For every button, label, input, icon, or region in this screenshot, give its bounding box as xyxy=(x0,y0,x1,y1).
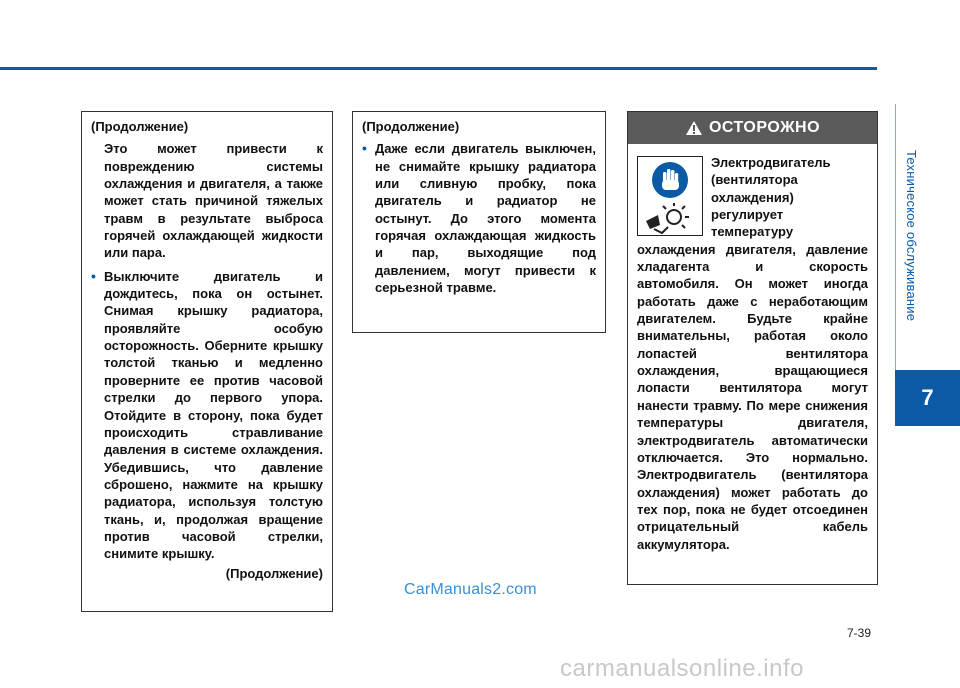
intro-paragraph: Это может привести к повреждению системы охлаждения и двигателя, а также может стать причиной тяжелых травм в результате выброса горячей охлаждающей жидкости или пара. xyxy=(104,141,323,261)
continued-label: (Продолжение) xyxy=(362,119,460,134)
warning-text: Электродвигатель (вентилятора охлаждения) регулирует температуру охлаждения двигателя, давление хладагента и скорость автомобиля. Он может иногда работать даже с неработающим двигателем. Будьте крайне внимательны, работая около лопастей вентилятора охлаждения, вращающиеся лопасти вентилятора могут нанести травму. По мере снижения температуры двигателя, электродвигатель автоматически отключается. Это нормально. Электродвигатель (вентилятора охлаждения) может работать до тех пор, пока не будет отсоединен отрицательный кабель аккумулятора. xyxy=(637,155,868,552)
warning-title: ОСТОРОЖНО xyxy=(708,119,821,136)
warning-box xyxy=(627,111,878,585)
page-number: 7-39 xyxy=(847,626,872,640)
side-rule xyxy=(895,104,896,374)
bullet-item xyxy=(362,140,596,296)
bullet-item xyxy=(91,268,323,563)
watermark-carmanuals2[interactable]: CarManuals2.com xyxy=(404,581,537,598)
continued-end-label: (Продолжение) xyxy=(225,565,323,581)
bullet-icon: • xyxy=(91,267,96,284)
header-rule xyxy=(0,67,877,70)
bullet-text: Даже если двигатель выключен, не снимайте крышку радиатора или сливную пробку, пока двигатель и радиатор не остынут. До этого момента горячая охлаждающая жидкость и пар, выходящие под давлением, могут привести к серьезной травме. xyxy=(375,141,596,296)
chapter-tab[interactable]: 7 xyxy=(895,370,960,426)
hand-stop-icon xyxy=(650,160,690,200)
bullet-text: Выключите двигатель и дождитесь, пока он остынет. Снимая крышку радиатора, проявляйте особую осторожность. Оберните крышку толстой тканью и медленно проверните ее против часовой стрелки до первого упора. Отойдите в сторону, пока будет происходить стравливание давления в системе охлаждения. Убедившись, что давление сброшено, нажмите на крышку радиатора, используя толстую ткань, и, продолжая вращение против часовой стрелки, снимите крышку. xyxy=(104,268,323,562)
bullet-icon: • xyxy=(362,140,367,157)
watermark-carmanualsonline: carmanualsonline.info xyxy=(560,655,804,682)
section-title: Техническое обслуживание xyxy=(904,150,919,322)
continued-warning-box-1 xyxy=(81,111,333,612)
warning-triangle-icon xyxy=(685,120,703,136)
warning-header xyxy=(628,112,877,144)
continued-warning-box-2 xyxy=(352,111,606,333)
continued-label: (Продолжение) xyxy=(91,119,189,134)
fan-warning-pictogram xyxy=(637,156,703,236)
fan-hazard-icon xyxy=(644,203,692,235)
warning-body xyxy=(628,144,877,553)
